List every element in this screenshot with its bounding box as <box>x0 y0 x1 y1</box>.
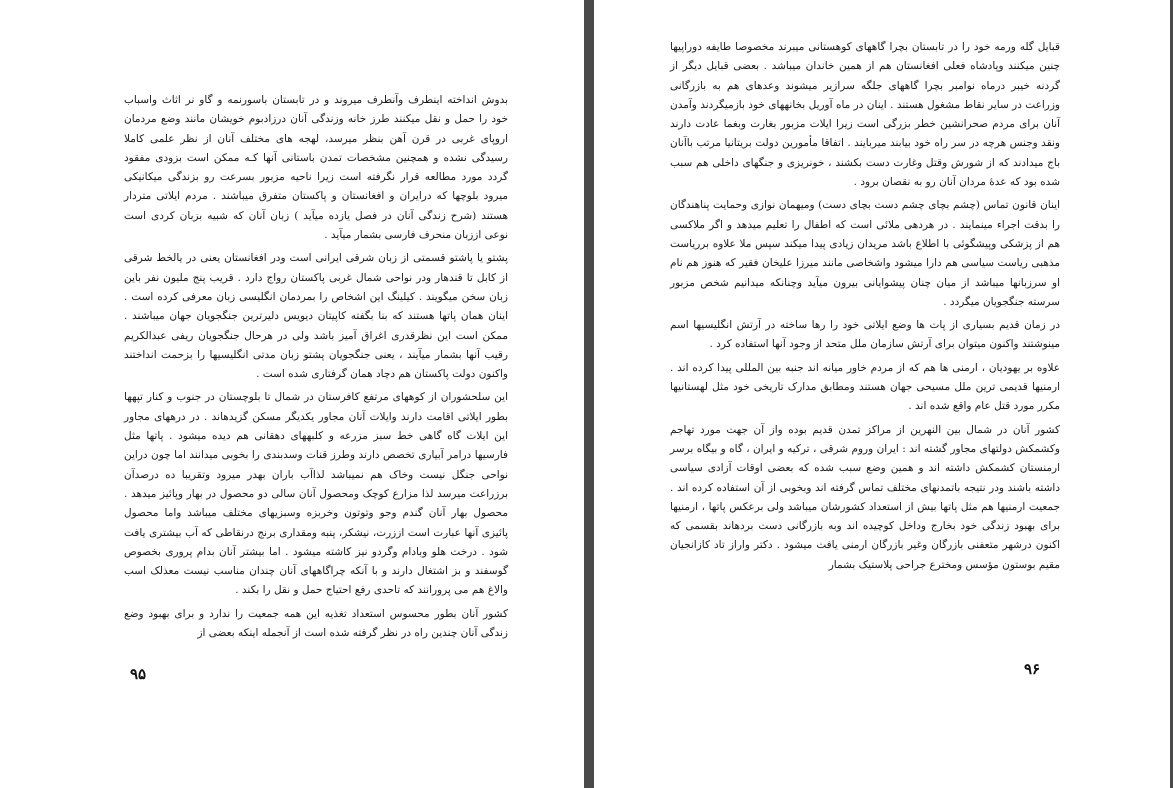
right-page-text <box>670 38 1060 575</box>
page-number: ۹۵ <box>130 665 147 683</box>
paragraph: پشتو یا پاشتو قسمتی از زبان شرقی ایرانی است ودر افغانستان یعنی در یالخط شرقی از کابل تا قندهار ودر نواحی شمال غربی پاکستان رواج دارد . قریب پنج ملیون نفر باین زبان سخن میگویند . کیلینگ این اشخاص را بمردمان انگلیسی زبان معرفی کرده است . اینان همان پاتها هستند که بنا بگفته کاپیتان دیویس دلیرترین جنگجویان جهان میباشند . ممکن است این نظرقدری اغراق آمیز باشد ولی در هرحال جنگجویان ریفی عبدالکریم رقیب آنها بشمار میآیند ، یعنی جنگجویان پشتو زبان مدتی انگلیسیها را بزحمت انداختند واکنون دولت پاکستان هم دچاد همان گرفتاری شده است . <box>124 252 508 381</box>
right-page <box>594 0 1170 788</box>
page-number: ۹۶ <box>1024 660 1041 678</box>
paragraph: این سلحشوران از کوههای مرتفع کافرستان در شمال تا بلوچستان در جنوب و کنار تپهها بطور ایلاتی اقامت دارند وایلات آنان مجاور یکدیگر مسکن گزیدهاند . در درههای مجاور این ایلات گاه گاهی خط سبز مزرعه و کلبههای دهقانی هم دیده میشود . پاتها مثل فارسیها درامر آبیاری تخصص دارند وطرز قنات وسدبندی را بخوبی میدانند اما چون دراین نواحی جنگل نیست وخاک هم نمیباشد لذاآب باران بهدر میرود وتقریبا ده درصدآن برزراعت میرسد لذا مزارع کوچک ومحصول آنان سالی دو محصول در بهار وپائیز میدهد . محصول بهار آنان گندم وجو وتوتون وخربزه وسبزیهای مختلف میباشد واما محصول پائیزی آنها عبارت است اززرت، نیشکر، پنبه ومقداری برنج درنقاطی که آب بیشتری یافت شود . درخت هلو وبادام وگردو نیز کاشته میشود . اما بیشتر آنان بدام پروری بخصوص گوسفند و بز اشتغال دارند و با آنکه چراگاههای آنان چندان مناسب نیست معذلک اسب والاغ هم می پرورانند که تاحدی رفع احتیاج حمل و نقل را بکند . <box>124 391 508 597</box>
paragraph: اینان قانون تماس (چشم بچای چشم دست بچای دست) ومیهمان نوازی وحمایت پناهندگان را بدقت اجراء مینمایند . در هردهی ملائی است که اطفال را تعلیم میدهد و اگر ملاکسی هم از پزشکی وپیشگوئی با اطلاع باشد مریدان زیادی پیدا میکند سپس ملا علاوه برریاست مذهبی ریاست سیاسی هم دارا میشود واشخاصی مانند میرزا علیخان فقیر که هنوز هم نام او سرزبانها میباشد از میان چنان پیشوایانی بیرون میآید وچنانکه میدانیم شخص مزبور سرسته جنگجویان میگردد . <box>670 199 1060 308</box>
paragraph: علاوه بر یهودیان ، ارمنی ها هم که از مردم خاور میانه اند جنبه بین المللی پیدا کرده اند . ارمنیها قدیمی ترین ملل مسیحی جهان هستند ومطابق مدارک تاریخی خود مثل لهستانیها مکرر مورد قتل عام واقع شده اند . <box>670 361 1060 413</box>
paragraph: کشور آنان بطور محسوس استعداد تغذیه این همه جمعیت را ندارد و برای بهبود وضع زندگی آنان چندین راه در نظر گرفته شده است از آنجمله اینکه بعضی از <box>124 607 508 640</box>
left-page <box>0 0 584 788</box>
left-page-text <box>124 91 508 643</box>
paragraph: در زمان قدیم بسیاری از پات ها وضع ایلاتی خود را رها ساخته در آرتش انگلیسیها اسم مینوشتند واکنون میتوان برای آرتش سازمان ملل متحد از وجود آنها استفاده کرد . <box>670 319 1060 351</box>
paragraph: قبایل گله ورمه خود را در تابستان بچرا گاههای کوهستانی میبرند مخصوصا طایفه دوراپیها چنین میکنند وپادشاه فعلی افغانستان هم از همین خاندان میباشد . بعضی قبایل دیگر از گردنه خیبر درماه نوامبر بچرا گاههای جلگه سرازیر میشوند وعدهای هم به بازرگانی وزراعت در سایر نقاط مشغول هستند . اینان در ماه آوریل بخانههای خود بازمیگردند وآمدن آنان برای مردم صحرانشین خطر بزرگی است زیرا ایلات مزبور بغارت وبغما عادت دارند ونقد وجنس هرچه در سر راه خود بیابند میربایند . اتفاقا مأمورین دولت بریتانیا مرتب باآنان باج میدادند که از شورش وقتل وغارت دست بکشند ، خونریزی و جنگهای داخلی هم سبب شده بود که عدهٔ مردان آنان رو به نقصان برود . <box>670 41 1060 189</box>
paragraph: کشور آنان در شمال بین النهرین از مراکز تمدن قدیم بوده واز آن جهت مورد تهاجم وکشمکش دولتهای مجاور گشته اند : ایران وروم شرقی ، ترکیه و ایران ، گاه و بیگاه برسر ارمنستان کشمکش داشته اند و همین وضع سبب شده که بعضی اوقات آزادی سیاسی داشته باشند ودر نتیجه باتمدنهای مختلف تماس گرفته اند وبخوبی از آن استفاده کرده اند . جمعیت ارمنیها هم مثل پاتها بیش از استعداد کشورشان میباشد ولی برعکس پاتها ، ارمنیها برای بهبود زندگی خود بخارج وداخل کوچیده اند وبه بازرگانی دست بردهاند بقسمی که اکنون درشهر متعفنی بازرگان وغیر بازرگان ارمنی یافت میشود . دکتر واراز تاد کازانجیان مقیم بوستون مؤسس ومخترع جراحی پلاستیک بشمار <box>670 423 1060 571</box>
paragraph: بدوش انداخته اینطرف وآنطرف میروند و در تابستان باسورنمه و گاو نر اثاث واسباب خود را حمل و نقل میکنند طرز خانه وزندگی آنان درزادبوم خویشان مانند وضع مردمان اروپای غربی در قرن آهن بنظر میرسد، لهجه های مختلف آنان از نظر علمی کاملا رسیدگی نشده و همچنین مشخصات تمدن باستانی آنها کـه ممکن است بزودی مفقود گردد مورد مطالعه قرار نگرفته است زیرا ناحیه مزبور بسرعت رو بزندگی میکانیکی میرود بلوچها که درایران و افغانستان و پاکستان متفرق میباشند . مردم ایلاتی متردار هستند (شرح زندگی آنان در فصل یازده میآید ) زبان آنان که شبیه بزبان کردی است نوعی اززبان منحرف فارسی بشمار میآید . <box>124 94 508 242</box>
